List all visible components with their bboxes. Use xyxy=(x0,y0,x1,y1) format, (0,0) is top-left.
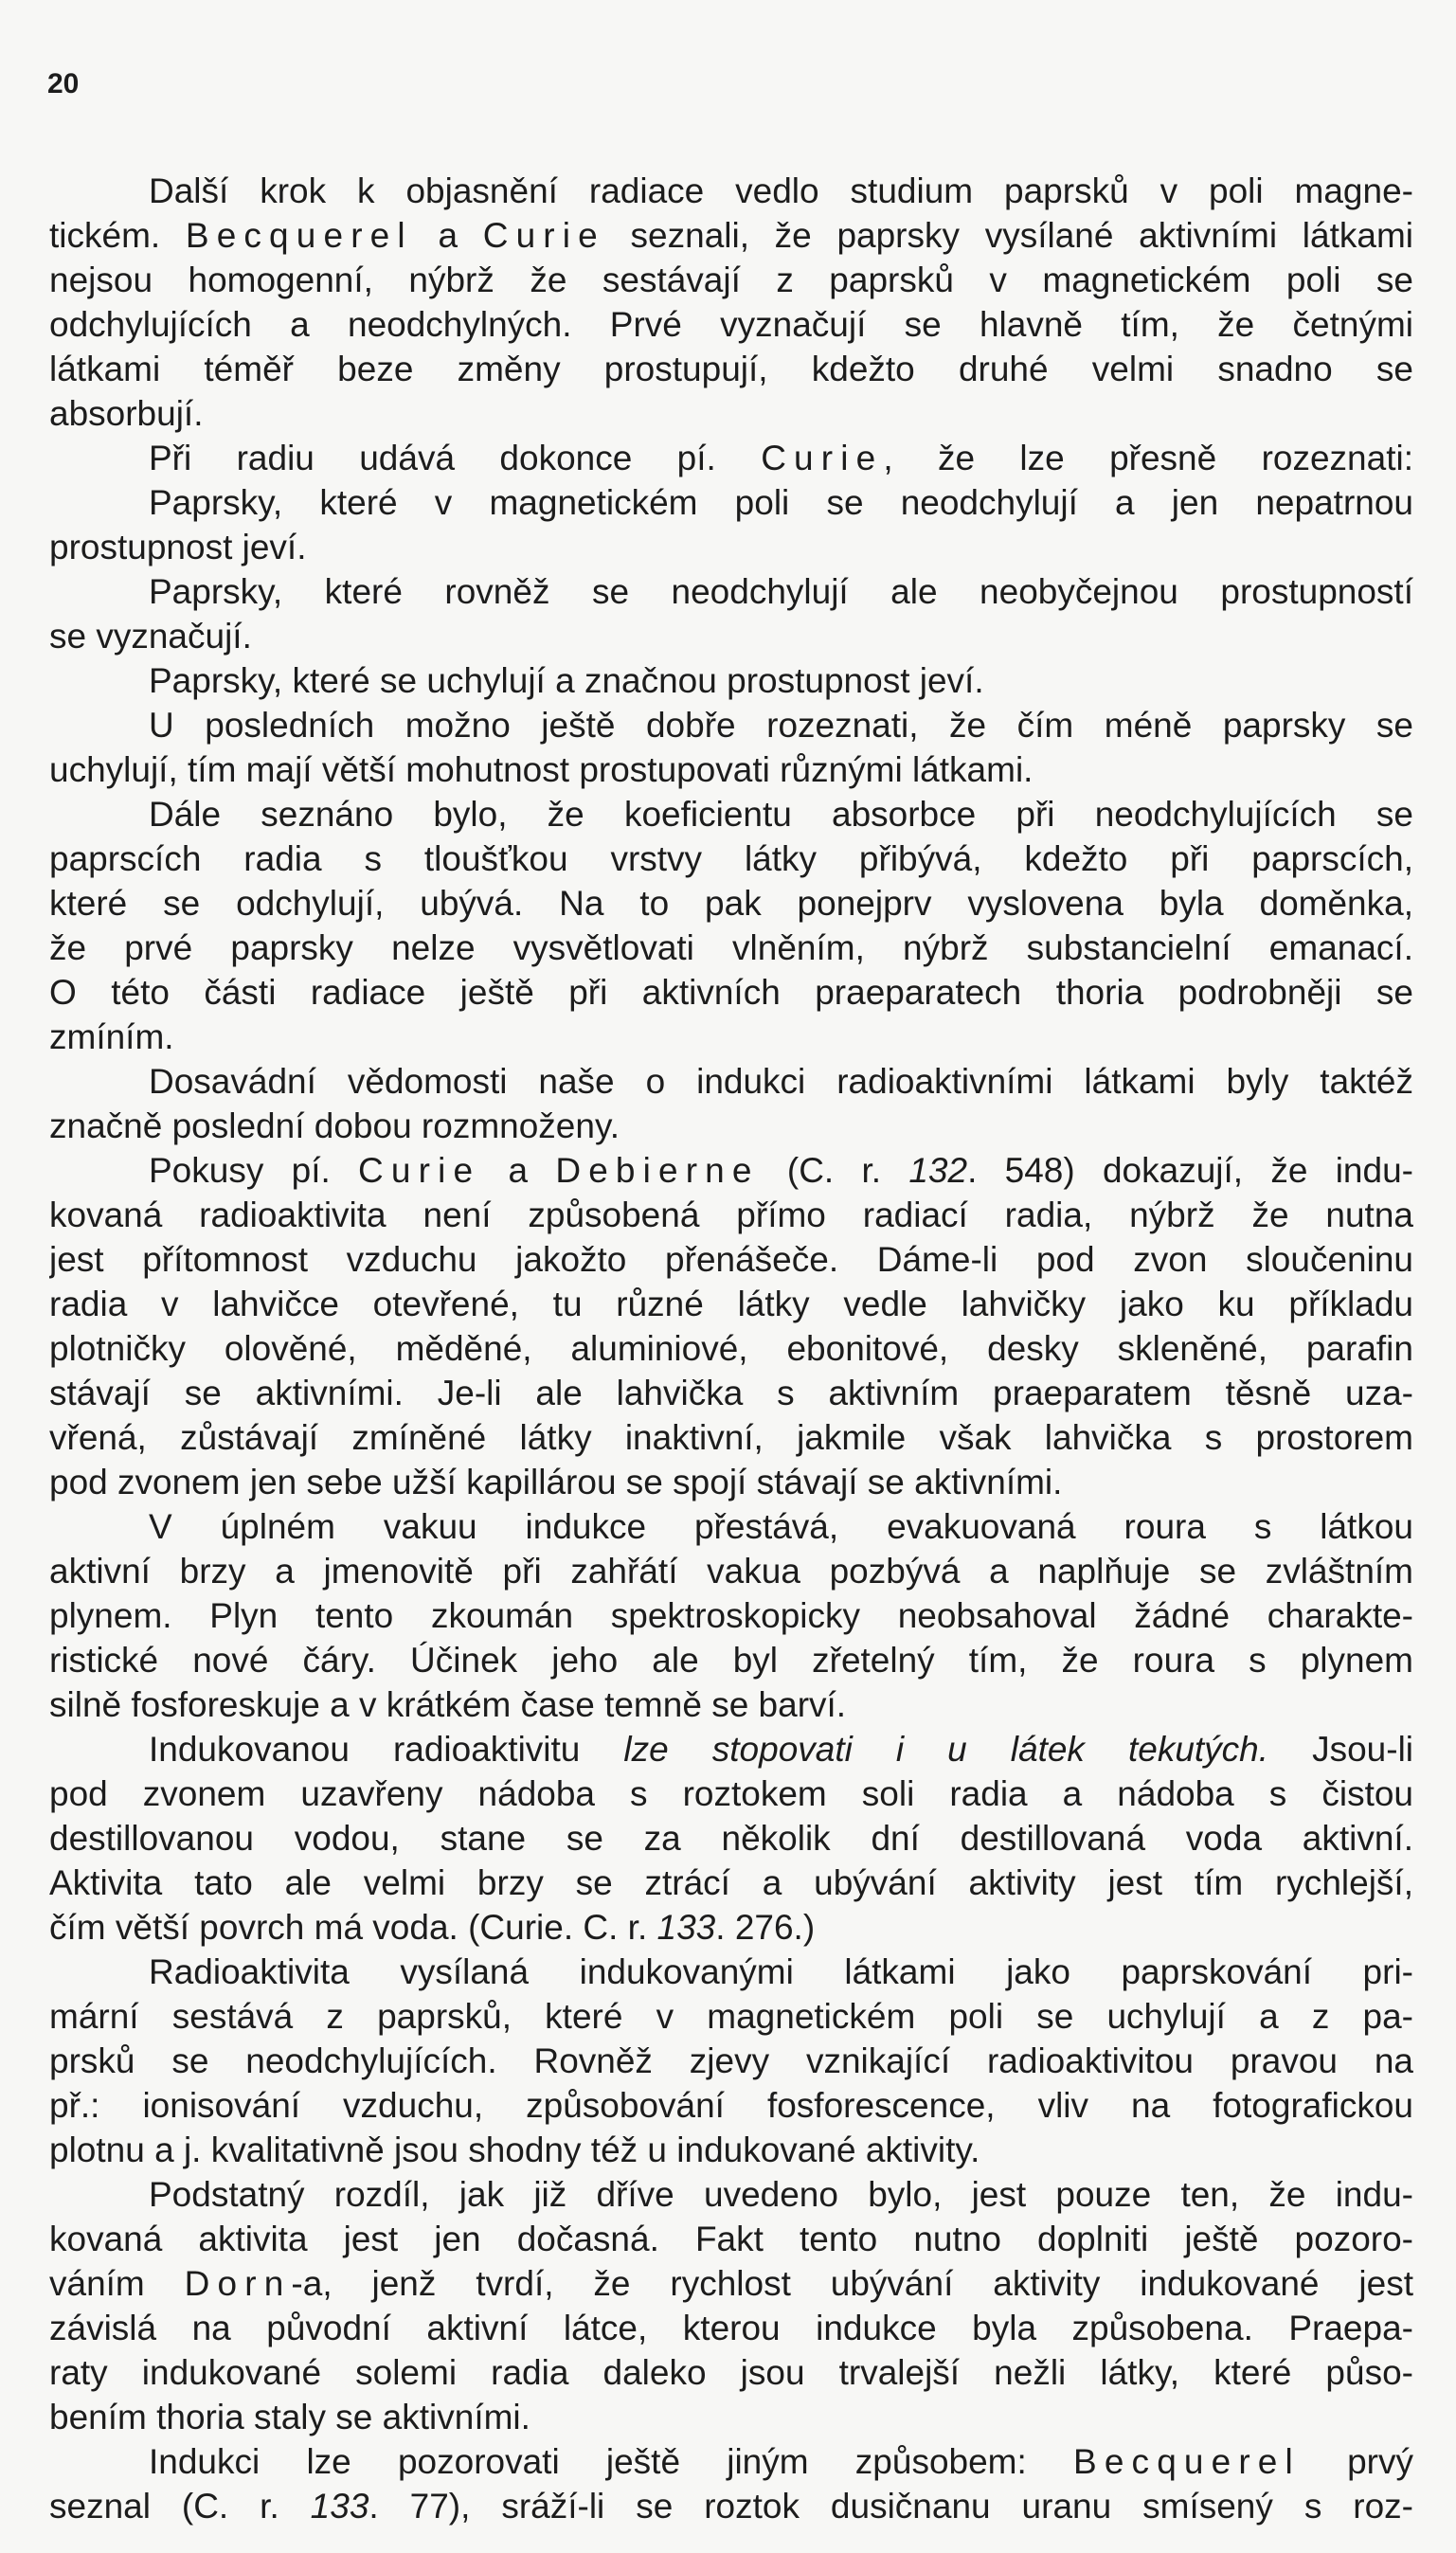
text-run: Paprsky, které se uchylují a značnou prostupnost jeví. xyxy=(149,661,984,700)
text-run: plotničky olověné, měděné, aluminiové, ebonitové, desky skleněné, parafin xyxy=(49,1329,1413,1368)
text-run: Další krok k objasnění radiace vedlo studium paprsků v poli magne- xyxy=(149,171,1413,210)
italic-text: 132 xyxy=(908,1151,968,1190)
italic-text: 133 xyxy=(656,1908,716,1947)
text-line xyxy=(49,1727,1413,1771)
text-run: a xyxy=(412,216,483,255)
text-line xyxy=(49,213,1413,258)
text-run: Indukovanou radioaktivitu xyxy=(149,1730,624,1769)
text-line xyxy=(49,2484,1413,2528)
text-line xyxy=(49,1504,1413,1549)
text-line xyxy=(49,2261,1413,2306)
text-run: závislá na původní aktivní látce, kterou indukce byla způsobena. Praepa- xyxy=(49,2309,1413,2347)
text-line xyxy=(49,347,1413,391)
text-line xyxy=(49,970,1413,1015)
text-run: vřená, zůstávají zmíněné látky inaktivní, jakmile však lahvička s prostorem xyxy=(49,1418,1413,1457)
text-line xyxy=(49,703,1413,747)
text-run: Indukci lze pozorovati ještě jiným způsobem: xyxy=(149,2442,1074,2481)
text-run: tickém. xyxy=(49,216,186,255)
text-line xyxy=(49,1237,1413,1282)
text-run: plotnu a j. kvalitativně jsou shodny též u indukované aktivity. xyxy=(49,2130,980,2169)
text-run: nejsou homogenní, nýbrž že sestávají z paprsků v magnetickém poli se xyxy=(49,261,1413,299)
page-number: 20 xyxy=(47,68,80,99)
text-run: mární sestává z paprsků, které v magnetickém poli se uchylují a z pa- xyxy=(49,1997,1413,2036)
text-line xyxy=(49,2039,1413,2083)
text-run: (C. r. xyxy=(759,1151,909,1190)
spaced-name: Curie xyxy=(761,439,884,477)
text-run: Podstatný rozdíl, jak již dříve uvedeno bylo, jest pouze ten, že indu- xyxy=(149,2175,1413,2214)
text-line xyxy=(49,1415,1413,1460)
text-run: aktivní brzy a jmenovitě při zahřátí vakua pozbývá a naplňuje se zvláštním xyxy=(49,1552,1413,1591)
text-line xyxy=(49,1282,1413,1326)
text-line xyxy=(49,569,1413,614)
text-run: O této části radiace ještě při aktivních praeparatech thoria podrobněji se xyxy=(49,973,1413,1012)
text-run: Paprsky, které rovněž se neodchylují ale neobyčejnou prostupností xyxy=(149,572,1413,611)
text-line xyxy=(49,302,1413,347)
italic-text: 133 xyxy=(310,2487,369,2526)
body-text xyxy=(49,169,1413,2528)
text-line xyxy=(49,2439,1413,2484)
text-line xyxy=(49,1104,1413,1148)
text-run: značně poslední dobou rozmnoženy. xyxy=(49,1106,620,1145)
text-run: př.: ionisování vzduchu, způsobování fosforescence, vliv na fotografickou xyxy=(49,2086,1413,2125)
text-line xyxy=(49,2306,1413,2350)
text-run: prsků se neodchylujících. Rovněž zjevy vznikající radioaktivitou pravou na xyxy=(49,2041,1413,2080)
text-line xyxy=(49,614,1413,658)
italic-text: lze stopovati i u látek tekutých. xyxy=(623,1730,1269,1769)
text-run: Pokusy pí. xyxy=(149,1151,359,1190)
text-line xyxy=(49,747,1413,792)
text-run: prvý xyxy=(1300,2442,1413,2481)
spaced-name: Curie xyxy=(358,1151,481,1190)
text-run: kovaná aktivita jest jen dočasná. Fakt tento nutno doplniti ještě pozoro- xyxy=(49,2220,1413,2258)
text-run: U posledních možno ještě dobře rozeznati, že čím méně paprsky se xyxy=(149,706,1413,745)
text-line xyxy=(49,2083,1413,2128)
text-run: látkami téměř beze změny prostupují, kdežto druhé velmi snadno se xyxy=(49,350,1413,388)
text-run: pod zvonem uzavřeny nádoba s roztokem soli radia a nádoba s čistou xyxy=(49,1774,1413,1813)
text-line xyxy=(49,258,1413,302)
text-run: absorbují. xyxy=(49,394,204,433)
text-run: . 276.) xyxy=(715,1908,816,1947)
spaced-name: Curie xyxy=(482,216,605,255)
text-run: -a, jenž tvrdí, že rychlost ubývání aktivity indukované jest xyxy=(291,2264,1413,2303)
text-run: V úplném vakuu indukce přestává, evakuovaná roura s látkou xyxy=(149,1507,1413,1546)
text-line xyxy=(49,2217,1413,2261)
text-line xyxy=(49,1326,1413,1371)
text-line xyxy=(49,2128,1413,2172)
text-run: . 548) dokazují, že indu- xyxy=(967,1151,1413,1190)
text-line xyxy=(49,1950,1413,1994)
spaced-name: Debierne xyxy=(555,1151,760,1190)
spaced-name: Dorn xyxy=(184,2264,292,2303)
text-line xyxy=(49,836,1413,881)
text-run: že prvé paprsky nelze vysvětlovati vlněním, nýbrž substancielní emanací. xyxy=(49,928,1413,967)
text-run: , že lze přesně rozeznati: xyxy=(883,439,1413,477)
text-line xyxy=(49,1771,1413,1816)
text-run: kovaná radioaktivita není způsobená přímo radiací radia, nýbrž že nutna xyxy=(49,1196,1413,1234)
text-line xyxy=(49,1994,1413,2039)
text-run: se vyznačují. xyxy=(49,617,252,656)
text-run: Aktivita tato ale velmi brzy se ztrácí a ubývání aktivity jest tím rychlejší, xyxy=(49,1863,1413,1902)
text-run: Při radiu udává dokonce pí. xyxy=(149,439,762,477)
text-line xyxy=(49,1682,1413,1727)
text-run: seznali, že paprsky vysílané aktivními látkami xyxy=(604,216,1413,255)
text-run: paprscích radia s tloušťkou vrstvy látky přibývá, kdežto při paprscích, xyxy=(49,839,1413,878)
text-run: uchylují, tím mají větší mohutnost prostupovati různými látkami. xyxy=(49,750,1034,789)
text-line xyxy=(49,2350,1413,2395)
text-line xyxy=(49,1638,1413,1682)
text-line xyxy=(49,1193,1413,1237)
text-line xyxy=(49,1861,1413,1905)
text-run: ristické nové čáry. Účinek jeho ale byl zřetelný tím, že roura s plynem xyxy=(49,1641,1413,1680)
text-line xyxy=(49,436,1413,480)
text-line xyxy=(49,1905,1413,1950)
text-line xyxy=(49,1816,1413,1861)
text-run: bením thoria staly se aktivními. xyxy=(49,2398,530,2436)
text-run: a xyxy=(480,1151,556,1190)
text-run: seznal (C. r. xyxy=(49,2487,311,2526)
text-line xyxy=(49,792,1413,836)
text-line xyxy=(49,881,1413,926)
text-line xyxy=(49,1059,1413,1104)
text-run: Dále seznáno bylo, že koeficientu absorbce při neodchylujících se xyxy=(149,795,1413,834)
text-line xyxy=(49,2395,1413,2439)
text-run: odchylujících a neodchylných. Prvé vyznačují se hlavně tím, že četnými xyxy=(49,305,1413,344)
text-line xyxy=(49,1593,1413,1638)
text-run: destillovanou vodou, stane se za několik dní destillovaná voda aktivní. xyxy=(49,1819,1413,1858)
text-line xyxy=(49,926,1413,970)
text-line xyxy=(49,1148,1413,1193)
text-run: prostupnost jeví. xyxy=(49,528,307,566)
text-run: čím větší povrch má voda. (Curie. C. r. xyxy=(49,1908,657,1947)
text-run: pod zvonem jen sebe užší kapillárou se spojí stávají se aktivními. xyxy=(49,1463,1063,1501)
text-line xyxy=(49,525,1413,569)
text-run: plynem. Plyn tento zkoumán spektroskopicky neobsahoval žádné charakte- xyxy=(49,1596,1413,1635)
text-line xyxy=(49,1015,1413,1059)
text-run: silně fosforeskuje a v krátkém čase temně se barví. xyxy=(49,1685,847,1724)
text-run: radia v lahvičce otevřené, tu různé látky vedle lahvičky jako ku příkladu xyxy=(49,1285,1413,1323)
text-run: Paprsky, které v magnetickém poli se neodchylují a jen nepatrnou xyxy=(149,483,1413,522)
text-run: Dosavádní vědomosti naše o indukci radioaktivními látkami byly taktéž xyxy=(149,1062,1413,1101)
text-run: které se odchylují, ubývá. Na to pak ponejprv vyslovena byla doměnka, xyxy=(49,884,1413,923)
text-line xyxy=(49,658,1413,703)
text-run: Radioaktivita vysílaná indukovanými látkami jako paprskování pri- xyxy=(149,1952,1413,1991)
text-line xyxy=(49,2172,1413,2217)
text-run: zmíním. xyxy=(49,1017,174,1056)
text-run: váním xyxy=(49,2264,185,2303)
spaced-name: Becquerel xyxy=(185,216,413,255)
text-run: stávají se aktivními. Je-li ale lahvička s aktivním praeparatem těsně uza- xyxy=(49,1374,1413,1412)
text-run: jest přítomnost vzduchu jakožto přenášeče. Dáme-li pod zvon sloučeninu xyxy=(49,1240,1413,1279)
text-line xyxy=(49,1460,1413,1504)
spaced-name: Becquerel xyxy=(1073,2442,1301,2481)
text-run: Jsou-li xyxy=(1268,1730,1413,1769)
text-line xyxy=(49,1371,1413,1415)
text-run: . 77), sráží-li se roztok dusičnanu uranu smísený s roz- xyxy=(368,2487,1413,2526)
text-line xyxy=(49,169,1413,213)
text-line xyxy=(49,1549,1413,1593)
text-line xyxy=(49,480,1413,525)
text-line xyxy=(49,391,1413,436)
text-run: raty indukované solemi radia daleko jsou trvalejší nežli látky, které půso- xyxy=(49,2353,1413,2392)
